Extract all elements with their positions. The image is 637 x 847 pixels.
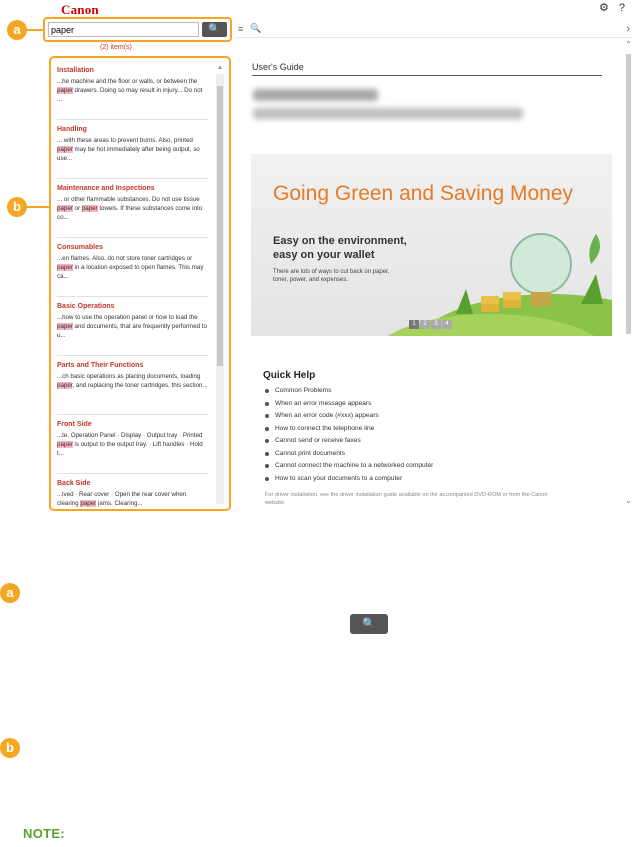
search-result-snippet: ...ch basic operations as placing documents, loading paper, and replacing the toner cartridges, this section...: [57, 373, 208, 389]
scrollbar-thumb[interactable]: [217, 86, 223, 366]
search-result-item[interactable]: [57, 123, 209, 179]
search-result-item[interactable]: [57, 64, 209, 120]
scroll-down-icon[interactable]: ⌄: [625, 496, 632, 505]
top-icons: [599, 2, 625, 14]
search-result-snippet: ... with these areas to prevent burns. Also, printed paper may be hot immediately after being output, so use...: [57, 137, 200, 162]
search-result-title[interactable]: Maintenance and Inspections: [57, 185, 155, 192]
quick-help-link[interactable]: How to connect the telephone line: [265, 423, 433, 436]
quick-help-link[interactable]: Cannot connect the machine to a networked computer: [265, 460, 433, 473]
search-result-snippet: ...en flames. Also, do not store toner cartridges or paper in a location exposed to open flames. This may ca...: [57, 255, 204, 280]
driver-install-note: For driver installation, see the driver installation guide available on the accompanied DVD-ROM or from the Canon website.: [265, 492, 548, 506]
search-result-item[interactable]: [57, 477, 209, 511]
search-button-illustration: [350, 614, 388, 634]
search-results-list: [57, 64, 209, 511]
callout-a-description: a: [0, 583, 20, 603]
document-toolbar: [236, 22, 632, 38]
blurred-model-name: [253, 89, 378, 101]
search-term-highlight: paper: [57, 87, 73, 94]
scrollbar-thumb[interactable]: [626, 54, 631, 334]
callout-a: a: [7, 20, 27, 40]
title-divider: [252, 75, 602, 76]
chevron-right-icon[interactable]: ›: [626, 23, 630, 35]
quick-help-link[interactable]: Common Problems: [265, 385, 433, 398]
search-result-title[interactable]: Parts and Their Functions: [57, 362, 144, 369]
scroll-up-icon[interactable]: ⌃: [625, 40, 632, 49]
banner-page-2[interactable]: 2: [420, 320, 430, 329]
search-result-item[interactable]: [57, 418, 209, 474]
search-result-snippet: ...lved · Rear cover · Open the rear cover when clearing paper jams. Clearing...: [57, 491, 187, 507]
promo-banner[interactable]: [251, 154, 612, 336]
scroll-up-icon[interactable]: ▲: [217, 65, 223, 71]
search-result-item[interactable]: [57, 359, 209, 415]
result-count: (2) item(s): [100, 44, 132, 51]
blurred-model-list: [253, 108, 523, 119]
callout-b-description: b: [0, 738, 20, 758]
search-term-highlight: paper: [57, 205, 73, 212]
banner-page-4[interactable]: 4: [442, 320, 452, 329]
search-result-item[interactable]: [57, 241, 209, 297]
banner-subtitle: [273, 234, 407, 262]
search-result-snippet: ...he machine and the floor or walls, or between the paper drawers. Doing so may result in injury... Do not ...: [57, 78, 203, 103]
quick-help-title: Quick Help: [263, 370, 316, 381]
banner-description: There are lots of ways to cut back on paper, toner, power, and expenses.: [273, 269, 390, 283]
quick-help-list: [265, 385, 433, 485]
search-term-highlight: paper: [80, 500, 97, 507]
search-result-title[interactable]: Consumables: [57, 244, 103, 251]
banner-page-1[interactable]: 1: [409, 320, 419, 329]
search-result-title[interactable]: Handling: [57, 126, 87, 133]
quick-help-link[interactable]: How to scan your documents to a computer: [265, 473, 433, 486]
canon-logo: Canon: [61, 2, 99, 17]
search-result-snippet: ...te. Operation Panel · Display · Output tray · Printed paper is output to the output tray. · Lift handles · Hold t...: [57, 432, 203, 457]
search-result-title[interactable]: Basic Operations: [57, 303, 115, 310]
search-button[interactable]: 🔍: [202, 22, 227, 37]
callout-b: b: [7, 197, 27, 217]
quick-help-link[interactable]: When an error code (#xxx) appears: [265, 410, 433, 423]
search-results-panel: [49, 56, 231, 511]
search-result-title[interactable]: Installation: [57, 67, 94, 74]
quick-help-link[interactable]: When an error message appears: [265, 398, 433, 411]
banner-headline: Going Green and Saving Money: [273, 182, 574, 205]
banner-pagination: [409, 320, 452, 329]
note-label: NOTE:: [23, 826, 65, 841]
search-term-highlight: paper: [57, 264, 73, 271]
search-icon[interactable]: 🔍: [250, 23, 262, 33]
search-term-highlight: paper: [57, 146, 73, 153]
search-term-highlight: paper: [81, 205, 98, 212]
search-result-item[interactable]: [57, 182, 209, 238]
callout-b-line: [27, 206, 50, 208]
search-result-title[interactable]: Back Side: [57, 480, 91, 487]
document-title: User's Guide: [252, 62, 304, 72]
callout-a-line: [27, 29, 44, 31]
help-icon[interactable]: ?: [618, 2, 625, 14]
results-scrollbar[interactable]: [216, 65, 224, 504]
search-term-highlight: paper: [57, 441, 73, 448]
search-result-title[interactable]: Front Side: [57, 421, 92, 428]
quick-help-link[interactable]: Cannot print documents: [265, 448, 433, 461]
search-icon: 🔍: [362, 618, 376, 630]
search-input[interactable]: [48, 22, 199, 37]
document-scrollbar[interactable]: [624, 40, 633, 505]
gear-icon[interactable]: ⚙: [599, 2, 609, 14]
banner-subtitle-line-1: Easy on the environment,: [273, 235, 407, 247]
search-result-item[interactable]: [57, 300, 209, 356]
quick-help-link[interactable]: Cannot send or receive faxes: [265, 435, 433, 448]
document-pane: [245, 44, 618, 512]
search-term-highlight: paper: [57, 323, 73, 330]
search-result-snippet: ...how to use the operation panel or how to load the paper and documents, that are frequently performed to u...: [57, 314, 207, 339]
banner-page-3[interactable]: 3: [431, 320, 441, 329]
banner-subtitle-line-2: easy on your wallet: [273, 249, 375, 261]
search-term-highlight: paper: [57, 382, 73, 389]
search-box: [43, 17, 232, 42]
menu-icon[interactable]: ≡: [238, 24, 244, 34]
search-result-snippet: ... or other flammable substances. Do not use tissue paper or paper towels. If these substances come into co...: [57, 196, 203, 221]
